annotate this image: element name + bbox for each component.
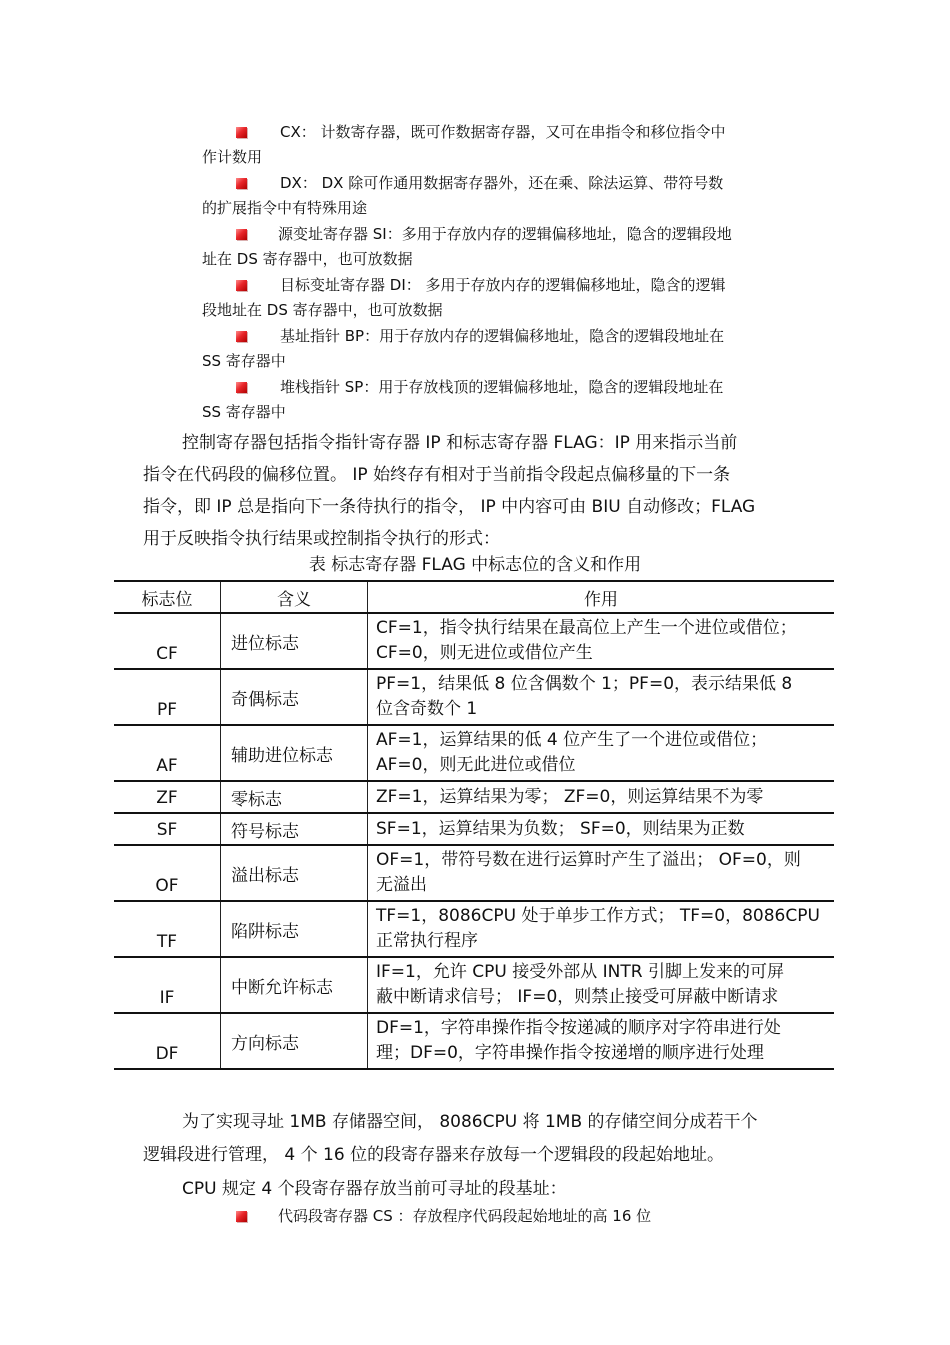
function-cell: [368, 1013, 835, 1069]
function-cell: [368, 901, 835, 957]
function-line: 正常执行程序: [376, 931, 478, 951]
bullet-text: 基址指针 BP：用于存放内存的逻辑偏移地址，隐含的逻辑段地址在: [280, 327, 725, 345]
function-line: 蔽中断请求信号； IF=0，则禁止接受可屏蔽中断请求: [376, 987, 779, 1007]
meaning-cell: 辅助进位标志: [221, 725, 368, 781]
header-meaning: 含义: [221, 581, 368, 613]
paragraph-line: 指令，即 IP 总是指向下一条待执行的指令， IP 中内容可由 BIU 自动修改；FLAG: [143, 497, 756, 517]
flag-cell: PF: [114, 669, 221, 725]
bullet-item-di: [202, 273, 782, 323]
paragraph-line: 用于反映指令执行结果或控制指令执行的形式：: [143, 529, 500, 549]
red-square-bullet-icon: [236, 229, 247, 240]
paragraph-line: CPU 规定 4 个段寄存器存放当前可寻址的段基址：: [182, 1179, 567, 1199]
bullet-item-cx: [202, 120, 782, 170]
function-line: SF=1，运算结果为负数； SF=0，则结果为正数: [376, 818, 745, 839]
meaning-cell: 零标志: [221, 781, 368, 813]
table-row: [114, 845, 834, 901]
red-square-bullet-icon: [236, 382, 247, 393]
table-row: [114, 725, 834, 781]
function-cell: [368, 725, 835, 781]
red-square-bullet-icon: [236, 127, 247, 138]
flag-cell: OF: [114, 845, 221, 901]
bullet-text: 目标变址寄存器 DI： 多用于存放内存的逻辑偏移地址，隐含的逻辑: [280, 276, 726, 294]
flag-cell: IF: [114, 957, 221, 1013]
function-line: OF=1，带符号数在进行运算时产生了溢出； OF=0，则: [376, 850, 801, 870]
table-row: [114, 669, 834, 725]
function-cell: [368, 957, 835, 1013]
bullet-text: 代码段寄存器 CS ：存放程序代码段起始地址的高 16 位: [278, 1207, 652, 1225]
flag-cell: ZF: [114, 781, 221, 813]
meaning-cell: 奇偶标志: [221, 669, 368, 725]
bullet-text-continued: 作计数用: [202, 148, 263, 166]
bullet-text: 源变址寄存器 SI：多用于存放内存的逻辑偏移地址，隐含的逻辑段地: [278, 225, 732, 243]
table-row: [114, 781, 834, 813]
meaning-cell: 符号标志: [221, 813, 368, 845]
bullet-item-dx: [202, 171, 782, 221]
function-line: CF=1，指令执行结果在最高位上产生一个进位或借位；: [376, 618, 797, 638]
bullet-text-continued: 的扩展指令中有特殊用途: [202, 199, 368, 217]
paragraph-line: 逻辑段进行管理， 4 个 16 位的段寄存器来存放每一个逻辑段的段起始地址。: [143, 1145, 725, 1165]
meaning-cell: 溢出标志: [221, 845, 368, 901]
bullet-item-si: [202, 222, 782, 272]
function-cell: [368, 813, 835, 845]
bullet-text-continued: SS 寄存器中: [202, 352, 286, 370]
bullet-text: 堆栈指针 SP：用于存放栈顶的逻辑偏移地址，隐含的逻辑段地址在: [280, 378, 724, 396]
function-line: AF=0，则无此进位或借位: [376, 755, 576, 775]
bullet-text: DX： DX 除可作通用数据寄存器外，还在乘、除法运算、带符号数: [280, 174, 724, 192]
bullet-text: CX： 计数寄存器，既可作数据寄存器，又可在串指令和移位指令中: [280, 123, 726, 141]
paragraph-line: 为了实现寻址 1MB 存储器空间， 8086CPU 将 1MB 的存储空间分成若干个: [182, 1112, 758, 1132]
flag-cell: CF: [114, 613, 221, 669]
function-line: PF=1，结果低 8 位含偶数个 1；PF=0，表示结果低 8: [376, 674, 793, 694]
table-row: [114, 1013, 834, 1069]
function-line: DF=1，字符串操作指令按递减的顺序对字符串进行处: [376, 1018, 781, 1038]
function-cell: [368, 669, 835, 725]
meaning-cell: 进位标志: [221, 613, 368, 669]
function-cell: [368, 613, 835, 669]
meaning-cell: 方向标志: [221, 1013, 368, 1069]
bullet-text-continued: 段地址在 DS 寄存器中，也可放数据: [202, 301, 443, 319]
red-square-bullet-icon: [236, 331, 247, 342]
bullet-item-bp: [202, 324, 782, 374]
function-cell: [368, 781, 835, 813]
red-square-bullet-icon: [236, 280, 247, 291]
table-caption: 表 标志寄存器 FLAG 中标志位的含义和作用: [308, 555, 642, 575]
function-line: 位含奇数个 1: [376, 699, 478, 719]
bullet-item-sp: [202, 375, 782, 425]
function-line: CF=0，则无进位或借位产生: [376, 643, 593, 663]
flag-cell: DF: [114, 1013, 221, 1069]
function-line: ZF=1，运算结果为零； ZF=0，则运算结果不为零: [376, 786, 764, 807]
function-line: TF=1，8086CPU 处于单步工作方式； TF=0，8086CPU: [376, 906, 820, 926]
meaning-cell: 中断允许标志: [221, 957, 368, 1013]
red-square-bullet-icon: [236, 1211, 247, 1222]
table-row: [114, 957, 834, 1013]
flag-cell: SF: [114, 813, 221, 845]
red-square-bullet-icon: [236, 178, 247, 189]
bullet-text-continued: 址在 DS 寄存器中，也可放数据: [202, 250, 413, 268]
paragraph-line: 控制寄存器包括指令指针寄存器 IP 和标志寄存器 FLAG：IP 用来指示当前: [182, 433, 738, 453]
function-line: AF=1，运算结果的低 4 位产生了一个进位或借位；: [376, 730, 768, 750]
header-function: 作用: [368, 581, 835, 613]
flag-cell: AF: [114, 725, 221, 781]
function-line: IF=1，允许 CPU 接受外部从 INTR 引脚上发来的可屏: [376, 962, 784, 982]
function-line: 无溢出: [376, 875, 427, 895]
table-row: [114, 813, 834, 845]
flag-register-table: [114, 580, 834, 1070]
table-header-row: [114, 581, 834, 613]
header-flag: 标志位: [114, 581, 221, 613]
function-line: 理；DF=0，字符串操作指令按递增的顺序进行处理: [376, 1043, 764, 1063]
meaning-cell: 陷阱标志: [221, 901, 368, 957]
function-cell: [368, 845, 835, 901]
bullet-text-continued: SS 寄存器中: [202, 403, 286, 421]
bullet-item-cs: [202, 1204, 782, 1229]
table-row: [114, 901, 834, 957]
paragraph-line: 指令在代码段的偏移位置。 IP 始终存有相对于当前指令段起点偏移量的下一条: [143, 465, 731, 485]
table-row: [114, 613, 834, 669]
flag-cell: TF: [114, 901, 221, 957]
